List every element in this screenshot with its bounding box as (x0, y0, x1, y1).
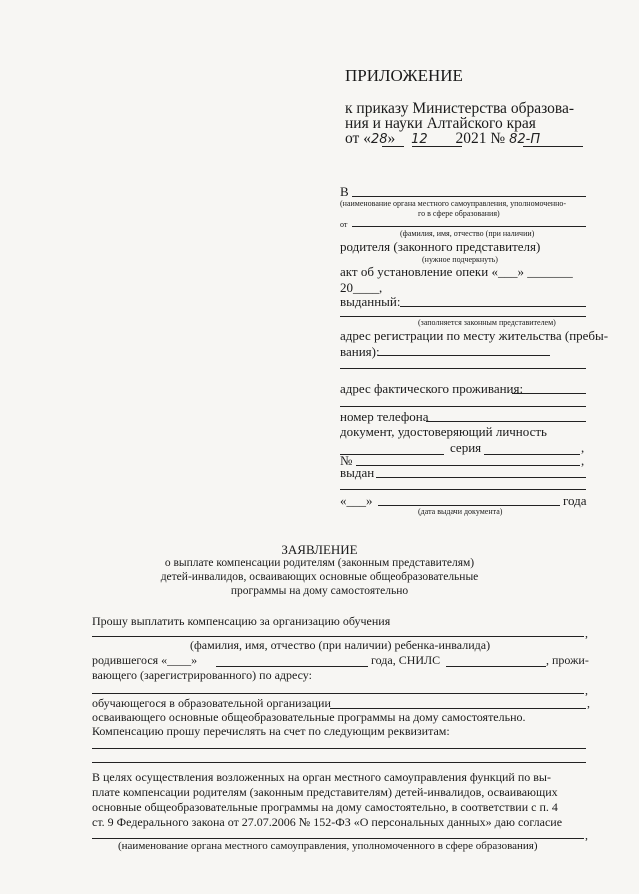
series-line (484, 454, 580, 455)
account-line-2 (92, 762, 586, 763)
actual-address-label: адрес фактического проживания: (340, 381, 524, 396)
actual-address-line (512, 393, 586, 394)
to-prefix: В (340, 184, 349, 199)
authority-note: (наименование органа местного самоуправления, уполномоченного в сфере образования) (118, 840, 538, 852)
phone-line (426, 421, 586, 422)
issued-line (400, 306, 586, 307)
id-document-label: документ, удостоверяющий личность (340, 424, 547, 439)
consent-line-2: плате компенсации родителям (законным представителям) детей-инвалидов, осваивающих (92, 785, 558, 799)
mastering-text: осваивающего основные общеобразовательные программы на дому самостоятельно. (92, 710, 526, 724)
series-left-line (340, 454, 444, 455)
to-note-1: (наименование органа местного самоуправления, уполномоченно- (340, 199, 567, 208)
registration-label-1: адрес регистрации по месту жительства (пребы- (340, 328, 609, 343)
snils-label: года, СНИЛС (371, 653, 441, 667)
account-text: Компенсацию прошу перечислять на счет по следующим реквизитам: (92, 724, 450, 738)
living-label: , прожи- (546, 653, 589, 667)
handwritten-number: 82-П (509, 132, 541, 147)
school-label: обучающегося в образовательной организации (92, 696, 331, 710)
address-line (92, 693, 584, 694)
to-note-2: го в сфере образования) (418, 209, 500, 218)
issue-date-open: «___» (340, 493, 373, 508)
consent-line-1: В целях осуществления возложенных на орган местного самоуправления функций по вы- (92, 770, 551, 784)
request-text: Прошу выплатить компенсацию за организацию обучения (92, 614, 391, 628)
issue-date-line (378, 505, 560, 506)
snils-line (446, 666, 546, 667)
registration-label-2: вания): (340, 344, 380, 359)
issue-date-year: года (563, 493, 587, 508)
appendix-title: ПРИЛОЖЕНИЕ (345, 66, 463, 85)
from-line (352, 226, 586, 227)
school-line (330, 708, 586, 709)
authority-line (92, 838, 584, 839)
born-label: родившегося «____» (92, 653, 198, 667)
order-date-line: от «28» 12 2021 № 82-П (345, 130, 541, 147)
handwritten-month: 12 (411, 132, 428, 147)
child-name-line (92, 636, 584, 637)
parent-label: родителя (законного представителя) (340, 239, 541, 254)
consent-line-4: ст. 9 Федерального закона от 27.07.2006 № 152-ФЗ «О персональных данных» даю согласие (92, 815, 563, 829)
from-prefix: от (340, 220, 348, 229)
phone-label: номер телефона (340, 409, 429, 424)
parent-note: (нужное подчеркнуть) (422, 255, 498, 264)
birth-date-line (216, 666, 368, 667)
issued-by-line (376, 477, 586, 478)
act-year: 20____, (340, 280, 383, 295)
statement-subtitle-2: детей-инвалидов, осваивающих основные общеобразовательные (160, 571, 479, 583)
child-name-note: (фамилия, имя, отчество (при наличии) ребенка-инвалида) (190, 638, 491, 652)
number-line (356, 465, 580, 466)
from-note: (фамилия, имя, отчество (при наличии) (400, 229, 535, 238)
order-line-2: ния и науки Алтайского края (345, 115, 536, 132)
statement-subtitle-1: о выплате компенсации родителям (законным представителям) (164, 557, 475, 569)
series-label: серия (450, 440, 482, 455)
issued-label: выданный: (340, 294, 401, 309)
number-label: № (340, 453, 353, 468)
guardianship-act: акт об установление опеки «___» _______ (340, 264, 573, 279)
handwritten-day: 28 (370, 132, 388, 147)
address-label: вающего (зарегистрированного) по адресу: (92, 668, 312, 682)
account-line-1 (92, 748, 586, 749)
issue-date-note: (дата выдачи документа) (418, 507, 503, 516)
issued-by-label: выдан (340, 465, 375, 480)
registration-line (378, 355, 550, 356)
consent-line-3: основные общеобразовательные программы на дому самостоятельно, в соответствии с п. 4 (92, 800, 558, 814)
statement-title: ЗАЯВЛЕНИЕ (281, 542, 358, 557)
statement-subtitle-3: программы на дому самостоятельно (230, 585, 409, 597)
to-line (352, 196, 586, 197)
issued-note: (заполняется законным представителем) (418, 318, 556, 327)
order-line-1: к приказу Министерства образова- (345, 100, 575, 117)
